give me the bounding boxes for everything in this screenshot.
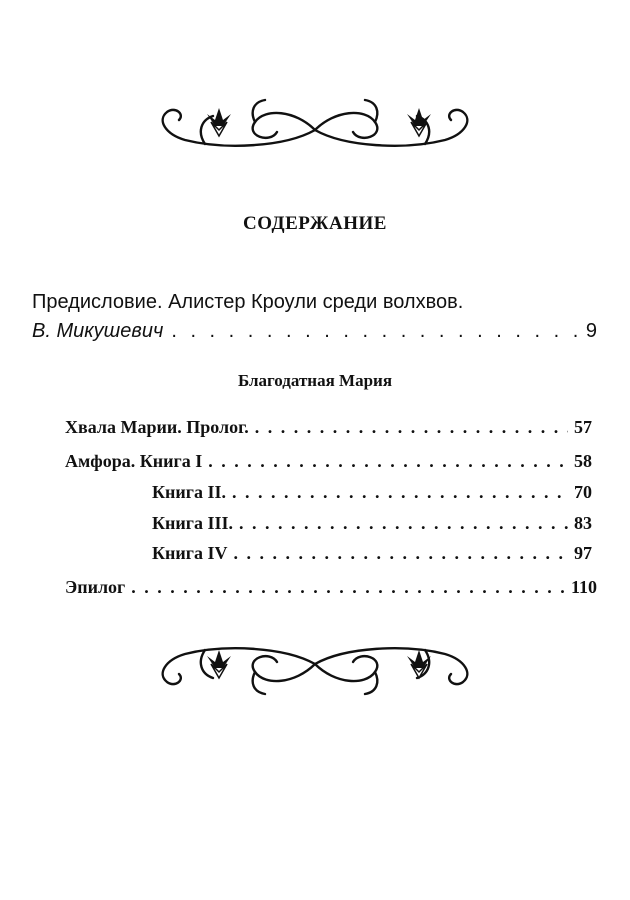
leader-dots (255, 417, 568, 438)
toc-entry-label: Книга II. (152, 482, 226, 502)
preface-author: В. Микушевич (32, 320, 164, 342)
toc-entry-page: 70 (574, 482, 592, 502)
top-ornament (0, 92, 630, 182)
floral-scroll-icon (145, 92, 485, 162)
toc-entry-page: 110 (570, 577, 597, 597)
toc-entry-page: 57 (574, 417, 592, 437)
leader-dots (239, 513, 568, 534)
leader-dots (232, 482, 568, 503)
toc-entry-book-4[interactable] (152, 543, 592, 564)
bottom-ornament (0, 632, 630, 722)
preface-page: 9 (585, 320, 597, 342)
toc-entry-prologue[interactable] (65, 417, 592, 438)
page-title: СОДЕРЖАНИЕ (243, 213, 387, 234)
toc-entry-amphora-book-1[interactable] (65, 451, 592, 472)
floral-scroll-icon (145, 632, 485, 702)
toc-entry-label: Эпилог (65, 577, 126, 597)
toc-entry-book-3[interactable] (152, 513, 592, 534)
preface-entry[interactable] (32, 320, 597, 343)
toc-entry-page: 58 (574, 451, 592, 471)
toc-entry-label: Амфора. Книга I (65, 451, 203, 471)
leader-dots (171, 320, 578, 343)
toc-entry-epilogue[interactable] (65, 577, 597, 598)
leader-dots (131, 577, 565, 598)
toc-entry-label: Книга III. (152, 513, 233, 533)
toc-entry-label: Книга IV (152, 543, 228, 563)
toc-entry-page: 97 (574, 543, 592, 563)
preface-title: Предисловие. Алистер Кроули среди волхвов. (32, 291, 464, 313)
leader-dots (208, 451, 568, 472)
toc-entry-book-2[interactable] (152, 482, 592, 503)
leader-dots (233, 543, 568, 564)
toc-entry-page: 83 (574, 513, 592, 533)
section-heading: Благодатная Мария (237, 371, 393, 390)
toc-entry-label: Хвала Марии. Пролог. (65, 417, 249, 437)
